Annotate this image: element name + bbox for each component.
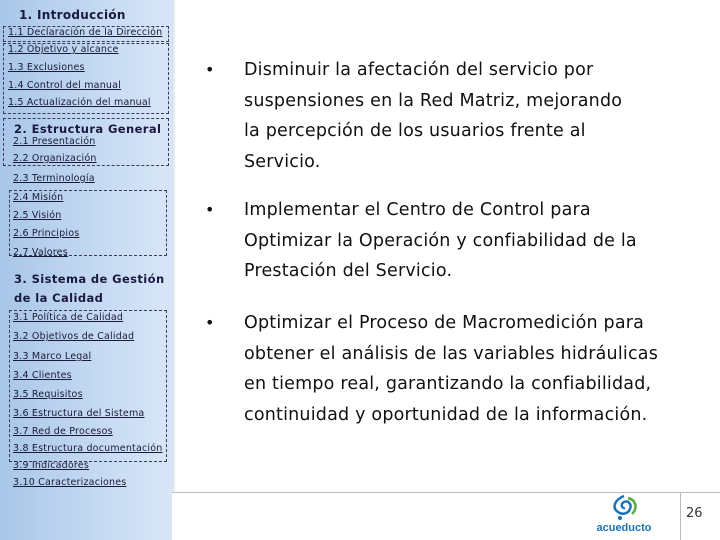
bullet-1-line: Disminuir la afectación del servicio por xyxy=(244,60,594,80)
nav-link-actualizacion[interactable]: 1.5 Actualización del manual xyxy=(8,97,151,108)
nav-link-presentacion[interactable]: 2.1 Presentación xyxy=(13,136,96,147)
bullet-item-1 xyxy=(244,55,670,177)
nav-link-exclusiones[interactable]: 1.3 Exclusiones xyxy=(8,62,85,73)
bullet-3-line: obtener el análisis de las variables hidráulicas xyxy=(244,343,659,364)
acueducto-logo xyxy=(584,494,664,538)
bullet-marker: • xyxy=(205,313,215,332)
section-1-title[interactable]: 1. Introducción xyxy=(19,8,126,22)
section-3-title[interactable] xyxy=(14,270,165,308)
bullet-item-3 xyxy=(244,308,670,430)
bullet-3-line: continuidad y oportunidad de la información. xyxy=(244,404,648,425)
page-number: 26 xyxy=(686,506,703,521)
bullet-3-line: en tiempo real, garantizando la confiabilidad, xyxy=(244,374,652,394)
nav-link-objetivo[interactable]: 1.2 Objetivo y alcance xyxy=(8,44,119,55)
bullet-1-line: suspensiones en la Red Matriz, mejorando xyxy=(244,90,623,111)
nav-link-objetivos-calidad[interactable]: 3.2 Objetivos de Calidad xyxy=(13,331,135,342)
section-3-title-line2: de la Calidad xyxy=(14,291,104,305)
footer-vertical-divider xyxy=(680,492,681,540)
nav-link-declaracion[interactable]: 1.1 Declaración de la Dirección xyxy=(8,27,163,38)
bullet-3-line: Optimizar el Proceso de Macromedición para xyxy=(244,313,645,333)
nav-link-estructura-documentacion[interactable]: 3.8 Estructura documentación xyxy=(13,443,163,454)
logo-text: acueducto xyxy=(596,522,652,534)
nav-link-caracterizaciones[interactable]: 3.10 Caracterizaciones xyxy=(13,477,127,488)
bullet-marker: • xyxy=(205,200,215,219)
nav-link-vision[interactable]: 2.5 Visión xyxy=(13,210,62,221)
bullet-2-line: Optimizar la Operación y confiabilidad de la xyxy=(244,230,637,251)
section-3-title-line1: 3. Sistema de Gestión xyxy=(14,272,165,286)
bullet-2-line: Implementar el Centro de Control para xyxy=(244,200,591,220)
bullet-item-2 xyxy=(244,195,670,287)
nav-link-marco-legal[interactable]: 3.3 Marco Legal xyxy=(13,351,92,362)
nav-link-politica[interactable]: 3.1 Política de Calidad xyxy=(13,312,124,323)
nav-link-indicadores[interactable]: 3.9 Indicadores xyxy=(13,460,89,471)
nav-link-principios[interactable]: 2.6 Principios xyxy=(13,228,80,239)
sidebar-shadow xyxy=(172,0,176,492)
bullet-marker: • xyxy=(205,60,215,79)
bullet-1-line: Servicio. xyxy=(244,151,321,172)
nav-link-mision[interactable]: 2.4 Misión xyxy=(13,192,64,203)
nav-link-estructura-sistema[interactable]: 3.6 Estructura del Sistema xyxy=(13,408,145,419)
bullet-2-line: Prestación del Servicio. xyxy=(244,261,453,281)
acueducto-logo-icon xyxy=(584,494,664,524)
sidebar-navigation xyxy=(0,0,172,540)
nav-link-control-manual[interactable]: 1.4 Control del manual xyxy=(8,80,122,91)
section-2-title[interactable]: 2. Estructura General xyxy=(14,122,162,136)
nav-link-clientes[interactable]: 3.4 Clientes xyxy=(13,370,72,381)
nav-link-organizacion[interactable]: 2.2 Organización xyxy=(13,153,97,164)
nav-link-red-procesos[interactable]: 3.7 Red de Procesos xyxy=(13,426,113,437)
nav-link-requisitos[interactable]: 3.5 Requisitos xyxy=(13,389,83,400)
bullet-1-line: la percepción de los usuarios frente al xyxy=(244,121,586,141)
nav-link-valores[interactable]: 2.7 Valores xyxy=(13,247,68,258)
footer-divider xyxy=(172,492,720,493)
nav-link-terminologia[interactable]: 2.3 Terminología xyxy=(13,173,95,184)
